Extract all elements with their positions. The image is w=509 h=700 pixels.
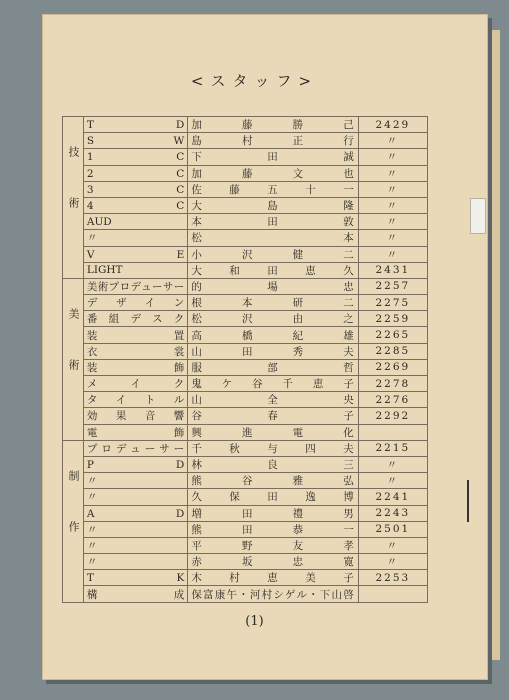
staff-row — [63, 521, 428, 537]
name-cell: 高橋紀雄 — [188, 327, 358, 343]
staff-row — [63, 505, 428, 521]
extension-cell: 〃 — [358, 246, 427, 262]
extension-cell: 2241 — [358, 489, 427, 505]
page-number: (1) — [245, 614, 264, 629]
name-cell: 松沢由之 — [188, 311, 358, 327]
staff-row — [63, 359, 428, 375]
role-cell: 装置 — [83, 327, 187, 343]
name-cell: 的場忠 — [188, 278, 358, 294]
staff-row — [63, 440, 428, 456]
role-cell: V E — [83, 246, 187, 262]
staff-row — [63, 424, 428, 440]
name-cell: 服部哲 — [188, 359, 358, 375]
extension-cell: 〃 — [358, 214, 427, 230]
role-cell: 2 C — [83, 165, 187, 181]
staff-row — [63, 246, 428, 262]
section-label: 美術 — [63, 278, 84, 440]
name-cell: 平野友孝 — [188, 537, 358, 553]
staff-row — [63, 376, 428, 392]
staff-row — [63, 165, 428, 181]
staff-row — [63, 311, 428, 327]
role-cell: T K — [83, 570, 187, 586]
name-cell: 興進電化 — [188, 424, 358, 440]
role-cell: 〃 — [83, 489, 187, 505]
extension-cell: 〃 — [358, 473, 427, 489]
name-cell: 保富康午・河村シゲル・下山啓 — [188, 586, 358, 602]
role-cell: 〃 — [83, 521, 187, 537]
staff-row — [63, 327, 428, 343]
staple — [467, 480, 469, 522]
staff-row — [63, 230, 428, 246]
name-cell: 島村正行 — [188, 133, 358, 149]
extension-cell: 2215 — [358, 440, 427, 456]
name-cell: 山田秀夫 — [188, 343, 358, 359]
staff-row — [63, 586, 428, 602]
extension-cell: 2257 — [358, 278, 427, 294]
role-cell: A D — [83, 505, 187, 521]
staff-row — [63, 117, 428, 133]
staff-row — [63, 570, 428, 586]
staff-row — [63, 343, 428, 359]
staff-row — [63, 214, 428, 230]
name-cell: 小沢健二 — [188, 246, 358, 262]
extension-cell: 2431 — [358, 262, 427, 278]
role-cell: 効果音響 — [83, 408, 187, 424]
role-cell: 4 C — [83, 197, 187, 213]
staff-row — [63, 295, 428, 311]
extension-cell — [358, 586, 427, 602]
name-cell: 根本研二 — [188, 295, 358, 311]
extension-cell: 2275 — [358, 295, 427, 311]
extension-cell: 〃 — [358, 149, 427, 165]
staff-row — [63, 537, 428, 553]
extension-cell: 2243 — [358, 505, 427, 521]
section-label: 制作 — [63, 440, 84, 602]
extension-cell: 〃 — [358, 230, 427, 246]
staff-row — [63, 262, 428, 278]
role-cell: デザイン — [83, 295, 187, 311]
name-cell: 久保田逸博 — [188, 489, 358, 505]
role-cell: 番組デスク — [83, 311, 187, 327]
name-cell: 千秋与四夫 — [188, 440, 358, 456]
extension-cell: 2265 — [358, 327, 427, 343]
extension-cell: 2253 — [358, 570, 427, 586]
extension-cell: 2292 — [358, 408, 427, 424]
extension-cell: 2276 — [358, 392, 427, 408]
role-cell: 〃 — [83, 554, 187, 570]
staff-row — [63, 456, 428, 472]
staff-row — [63, 392, 428, 408]
name-cell: 佐藤五十一 — [188, 181, 358, 197]
role-cell: P D — [83, 456, 187, 472]
extension-cell: 〃 — [358, 181, 427, 197]
extension-cell: 〃 — [358, 456, 427, 472]
staff-row — [63, 489, 428, 505]
role-cell: 美術プロデューサー — [83, 278, 187, 294]
name-cell: 谷春子 — [188, 408, 358, 424]
name-cell: 松本 — [188, 230, 358, 246]
name-cell: 木村恵美子 — [188, 570, 358, 586]
extension-cell: 〃 — [358, 537, 427, 553]
role-cell: AUD — [83, 214, 187, 230]
extension-cell — [358, 424, 427, 440]
extension-cell: 〃 — [358, 554, 427, 570]
role-cell: S W — [83, 133, 187, 149]
extension-cell: 2285 — [358, 343, 427, 359]
staff-table — [62, 116, 428, 603]
role-cell: 構成 — [83, 586, 187, 602]
role-cell: プロデューサー — [83, 440, 187, 456]
name-cell: 熊谷雅弘 — [188, 473, 358, 489]
role-cell: 〃 — [83, 230, 187, 246]
binder-clip — [470, 198, 486, 234]
page-title: <スタッフ> — [190, 72, 319, 90]
name-cell: 熊田恭一 — [188, 521, 358, 537]
staff-row — [63, 149, 428, 165]
name-cell: 下田誠 — [188, 149, 358, 165]
role-cell: 〃 — [83, 473, 187, 489]
section-label: 技術 — [63, 117, 84, 279]
extension-cell: 〃 — [358, 165, 427, 181]
extension-cell: 2501 — [358, 521, 427, 537]
name-cell: 大島隆 — [188, 197, 358, 213]
extension-cell: 2269 — [358, 359, 427, 375]
name-cell: 本田敦 — [188, 214, 358, 230]
role-cell: 3 C — [83, 181, 187, 197]
role-cell: T D — [83, 117, 187, 133]
role-cell: 電飾 — [83, 424, 187, 440]
staff-row — [63, 197, 428, 213]
page-stack-edge — [488, 30, 500, 660]
name-cell: 加藤文也 — [188, 165, 358, 181]
extension-cell: 〃 — [358, 197, 427, 213]
role-cell: メイク — [83, 376, 187, 392]
name-cell: 大和田恵久 — [188, 262, 358, 278]
role-cell: 衣裳 — [83, 343, 187, 359]
staff-row — [63, 181, 428, 197]
extension-cell: 2259 — [358, 311, 427, 327]
staff-row — [63, 278, 428, 294]
name-cell: 加藤勝己 — [188, 117, 358, 133]
name-cell: 林良三 — [188, 456, 358, 472]
name-cell: 増田禮男 — [188, 505, 358, 521]
extension-cell: 2429 — [358, 117, 427, 133]
role-cell: 装飾 — [83, 359, 187, 375]
staff-row — [63, 408, 428, 424]
name-cell: 山全央 — [188, 392, 358, 408]
name-cell: 鬼ケ谷千恵子 — [188, 376, 358, 392]
staff-row — [63, 554, 428, 570]
name-cell: 赤坂忠寛 — [188, 554, 358, 570]
staff-row — [63, 473, 428, 489]
extension-cell: 〃 — [358, 133, 427, 149]
role-cell: 1 C — [83, 149, 187, 165]
role-cell: タイトル — [83, 392, 187, 408]
extension-cell: 2278 — [358, 376, 427, 392]
role-cell: LIGHT — [83, 262, 187, 278]
role-cell: 〃 — [83, 537, 187, 553]
staff-row — [63, 133, 428, 149]
